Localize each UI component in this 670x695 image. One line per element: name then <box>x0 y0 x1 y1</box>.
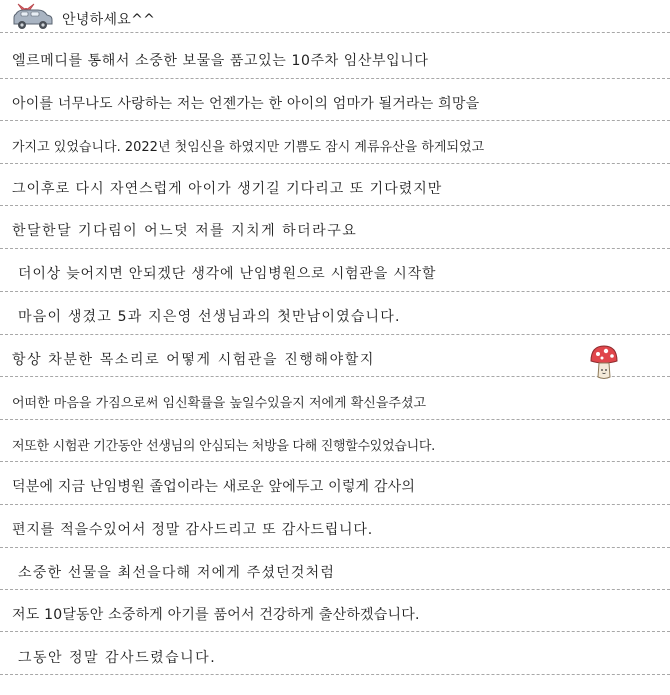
letter-line: 아이를 너무나도 사랑하는 저는 언젠가는 한 아이의 엄마가 될거라는 희망을 <box>12 96 480 112</box>
letter-line: 마음이 생겼고 5과 지은영 선생님과의 첫만남이였습니다. <box>18 309 401 325</box>
letter-line: 저도 10달동안 소중하게 아기를 품어서 건강하게 출산하겠습니다. <box>12 607 420 623</box>
ruled-line <box>0 504 670 505</box>
ruled-line <box>0 163 670 164</box>
letter-line: 항상 차분한 목소리로 어떻게 시험관을 진행해야할지 <box>12 352 375 368</box>
ruled-line <box>0 419 670 420</box>
ruled-line <box>0 461 670 462</box>
ruled-line <box>0 631 670 632</box>
letter-greeting: 안녕하세요^^ <box>62 12 156 28</box>
ruled-line <box>0 248 670 249</box>
ruled-line <box>0 78 670 79</box>
letter-line: 덕분에 지금 난임병원 졸업이라는 새로운 앞에두고 이렇게 감사의 <box>12 479 416 495</box>
letter-line: 편지를 적을수있어서 정말 감사드리고 또 감사드립니다. <box>12 522 373 538</box>
letter-line: 가지고 있었습니다. 2022년 첫임신을 하였지만 기쁨도 잠시 계류유산을 하게되었고 <box>12 139 485 155</box>
letter-line: 저또한 시험관 기간동안 선생님의 안심되는 처방을 다해 진행할수있었습니다. <box>12 438 435 454</box>
ruled-line <box>0 205 670 206</box>
ruled-line <box>0 674 670 675</box>
ruled-line <box>0 291 670 292</box>
letter-line: 그이후로 다시 자연스럽게 아이가 생기길 기다리고 또 기다렸지만 <box>12 181 443 197</box>
ruled-line <box>0 547 670 548</box>
letter-line: 소중한 선물을 최선을다해 저에게 주셨던것처럼 <box>18 565 336 581</box>
mushroom-icon <box>589 343 619 383</box>
letter-line: 엘르메디를 통해서 소중한 보물을 품고있는 10주차 임산부입니다 <box>12 53 429 69</box>
ruled-line <box>0 589 670 590</box>
ruled-line <box>0 376 670 377</box>
letter-line: 어떠한 마음을 가짐으로써 임신확률을 높일수있을지 저에게 확신을주셨고 <box>12 395 427 411</box>
letter-line: 그동안 정말 감사드렸습니다. <box>18 650 217 666</box>
car-icon <box>10 2 54 32</box>
letter-line: 더이상 늦어지면 안되겠단 생각에 난임병원으로 시험관을 시작할 <box>18 266 437 282</box>
ruled-line <box>0 334 670 335</box>
letter-line: 한달한달 기다림이 어느덧 저를 지치게 하더라구요 <box>12 223 358 239</box>
ruled-line <box>0 120 670 121</box>
